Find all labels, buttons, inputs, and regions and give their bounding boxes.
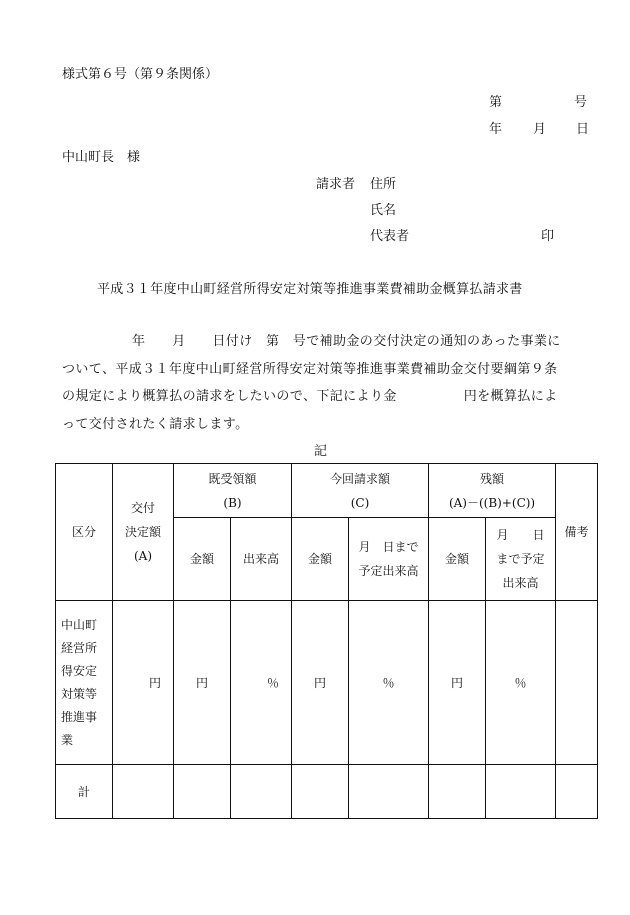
request-table — [55, 463, 598, 819]
total-cell — [231, 765, 292, 819]
sub-current-amount: 金額 — [292, 518, 349, 601]
representative-label: 代表者 — [370, 229, 410, 244]
document-number-prefix: 第 — [489, 95, 503, 110]
header-remaining-line-2: (A)－((B)+(C)) — [448, 495, 536, 510]
sub-current-planned-line-2: 予定出来高 — [358, 564, 419, 578]
header-current-line-2: (C) — [350, 495, 370, 510]
sub-remaining-planned-line-1: 月 日 — [496, 528, 545, 542]
requester-role-label: 請求者 — [316, 177, 356, 192]
remarks-cell — [556, 601, 598, 765]
header-decision-line-1: 交付 — [130, 501, 155, 515]
paragraph-line-1: 年 月 日付け 第 号で補助金の交付決定の通知のあった事業に — [132, 334, 561, 349]
sub-remaining-planned — [486, 518, 556, 601]
remaining-planned-unit: ％ — [486, 601, 556, 765]
row-name-line-5: 推進事 — [61, 709, 98, 724]
sub-remaining-amount: 金額 — [429, 518, 486, 601]
remaining-amount-unit: 円 — [429, 601, 486, 765]
header-remaining-line-1: 残額 — [480, 471, 505, 486]
name-label: 氏名 — [370, 203, 397, 218]
received-amount-unit: 円 — [174, 601, 231, 765]
header-decision-line-3: (A) — [133, 549, 153, 563]
sub-current-planned-line-1: 月 日まで — [358, 540, 419, 554]
form-number-label: 様式第６号（第９条関係） — [62, 67, 219, 82]
header-decision-line-2: 決定額 — [124, 525, 161, 539]
addressee: 中山町長 様 — [62, 150, 141, 165]
header-category: 区分 — [56, 464, 113, 601]
header-received-line-2: (B) — [223, 495, 242, 510]
decision-amount-unit: 円 — [113, 601, 174, 765]
header-current-line-1: 今回請求額 — [330, 471, 391, 486]
sub-remaining-planned-line-3: 出来高 — [502, 576, 539, 590]
sub-current-planned — [349, 518, 429, 601]
row-category-name — [56, 601, 113, 765]
total-label: 計 — [56, 765, 113, 819]
total-cell — [113, 765, 174, 819]
total-cell — [429, 765, 486, 819]
total-cell — [349, 765, 429, 819]
sub-received-amount: 金額 — [174, 518, 231, 601]
current-amount-unit: 円 — [292, 601, 349, 765]
paragraph-line-2: ついて、平成３１年度中山町経営所得安定対策等推進事業費補助金交付要綱第９条 — [62, 361, 558, 377]
header-received-line-1: 既受領額 — [208, 471, 257, 486]
header-remarks: 備考 — [556, 464, 598, 601]
ki-heading: 記 — [314, 444, 328, 459]
table-row — [56, 601, 598, 765]
document-title: 平成３１年度中山町経営所得安定対策等推進事業費補助金概算払請求書 — [97, 282, 523, 297]
paragraph-line-4: って交付されたく請求します。 — [62, 416, 249, 432]
document-number-suffix: 号 — [574, 95, 588, 110]
table-row — [56, 765, 598, 819]
total-cell — [174, 765, 231, 819]
date-day: 日 — [576, 122, 590, 137]
row-name-line-4: 対策等 — [61, 686, 98, 701]
paragraph-line-3: の規定により概算払の請求をしたいので、下記により金 円を概算払によ — [62, 389, 558, 404]
header-decision-amount — [113, 464, 174, 601]
total-cell — [292, 765, 349, 819]
address-label: 住所 — [370, 177, 397, 192]
total-cell — [486, 765, 556, 819]
current-planned-unit: ％ — [349, 601, 429, 765]
header-remaining — [429, 464, 556, 518]
row-name-line-2: 経営所 — [61, 640, 98, 655]
row-name-line-3: 得安定 — [61, 663, 98, 678]
received-progress-unit: ％ — [231, 601, 292, 765]
header-current-request — [292, 464, 429, 518]
date-year: 年 — [489, 122, 503, 137]
row-name-line-6: 業 — [61, 732, 74, 747]
header-received-amount — [174, 464, 292, 518]
seal-mark: 印 — [541, 229, 555, 244]
date-month: 月 — [533, 122, 547, 137]
row-name-line-1: 中山町 — [61, 617, 98, 632]
total-cell — [556, 765, 598, 819]
sub-remaining-planned-line-2: まで予定 — [496, 552, 545, 566]
request-paragraph — [62, 328, 590, 438]
sub-received-progress: 出来高 — [231, 518, 292, 601]
